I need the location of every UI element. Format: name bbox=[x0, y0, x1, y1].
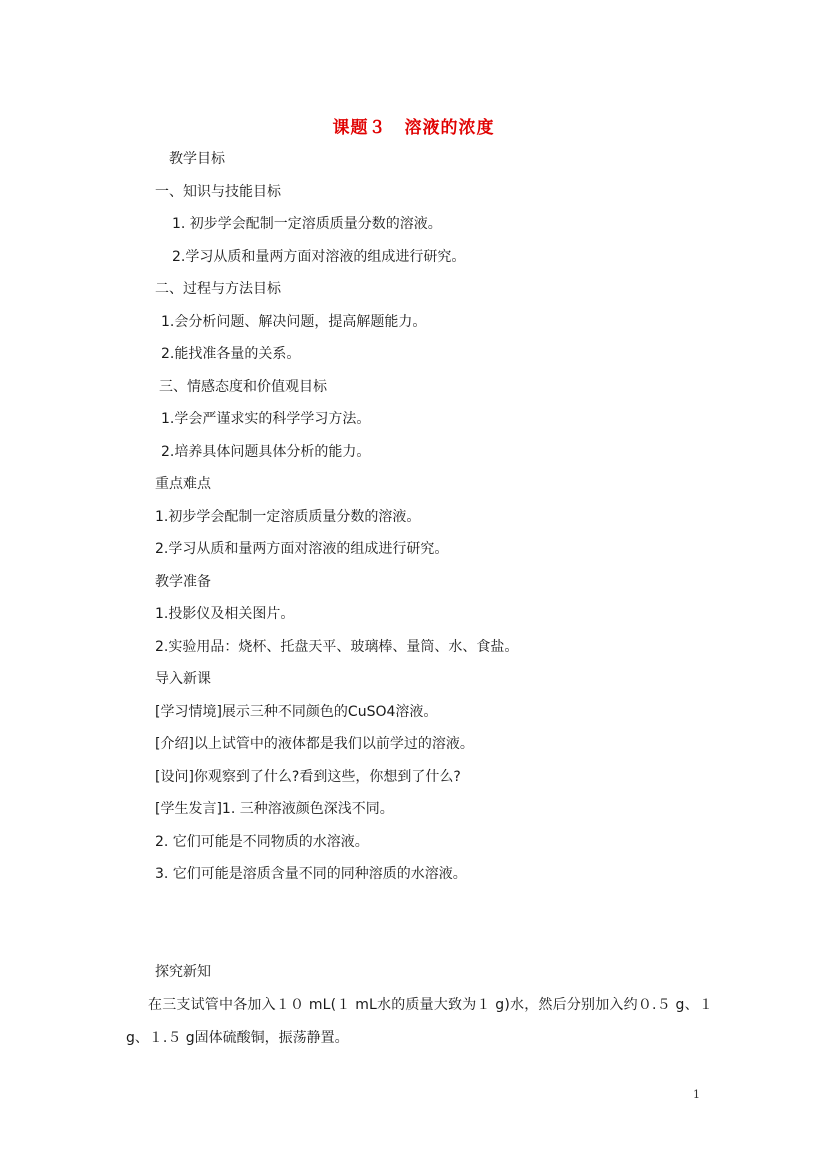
section-heading-teaching-goals: 教学目标 bbox=[169, 151, 225, 167]
subheading-process-methods: 二、过程与方法目标 bbox=[155, 281, 281, 297]
explore-paragraph-line: g、１.５ g固体硫酸铜，振荡静置。 bbox=[126, 1030, 349, 1046]
intro-paragraph: [学生发言]1. 三种溶液颜色深浅不同。 bbox=[155, 801, 394, 817]
section-heading-preparation: 教学准备 bbox=[155, 574, 211, 590]
intro-paragraph: [介绍]以上试管中的液体都是我们以前学过的溶液。 bbox=[155, 736, 474, 752]
subheading-knowledge-skills: 一、知识与技能目标 bbox=[155, 184, 281, 200]
preparation-item: 1.投影仪及相关图片。 bbox=[155, 606, 295, 622]
goal-item: 1. 初步学会配制一定溶质质量分数的溶液。 bbox=[172, 216, 442, 232]
preparation-item: 2.实验用品：烧杯、托盘天平、玻璃棒、量筒、水、食盐。 bbox=[155, 639, 519, 655]
page-number: 1 bbox=[693, 1088, 700, 1101]
key-point-item: 2.学习从质和量两方面对溶液的组成进行研究。 bbox=[155, 541, 449, 557]
key-point-item: 1.初步学会配制一定溶质质量分数的溶液。 bbox=[155, 509, 421, 525]
goal-item: 1.会分析问题、解决问题，提高解题能力。 bbox=[161, 314, 427, 330]
goal-item: 2.能找准各量的关系。 bbox=[161, 346, 301, 362]
explore-paragraph-line: 在三支试管中各加入１０ mL(１ mL水的质量大致为１ g)水，然后分别加入约０.５ g、１ bbox=[148, 997, 714, 1013]
goal-item: 1.学会严谨求实的科学学习方法。 bbox=[161, 411, 371, 427]
intro-paragraph: [学习情境]展示三种不同颜色的CuSO4溶液。 bbox=[155, 704, 438, 720]
section-heading-introduction: 导入新课 bbox=[155, 671, 211, 687]
document-title: 课题３ 溶液的浓度 bbox=[332, 118, 495, 138]
goal-item: 2.学习从质和量两方面对溶液的组成进行研究。 bbox=[172, 249, 466, 265]
subheading-attitudes-values: 三、情感态度和价值观目标 bbox=[159, 379, 327, 395]
intro-paragraph: 2. 它们可能是不同物质的水溶液。 bbox=[155, 834, 369, 850]
intro-paragraph: [设问]你观察到了什么?看到这些，你想到了什么? bbox=[155, 769, 461, 785]
goal-item: 2.培养具体问题具体分析的能力。 bbox=[161, 444, 371, 460]
section-heading-key-points: 重点难点 bbox=[155, 476, 211, 492]
intro-paragraph: 3. 它们可能是溶质含量不同的同种溶质的水溶液。 bbox=[155, 866, 467, 882]
section-heading-explore: 探究新知 bbox=[155, 964, 211, 980]
